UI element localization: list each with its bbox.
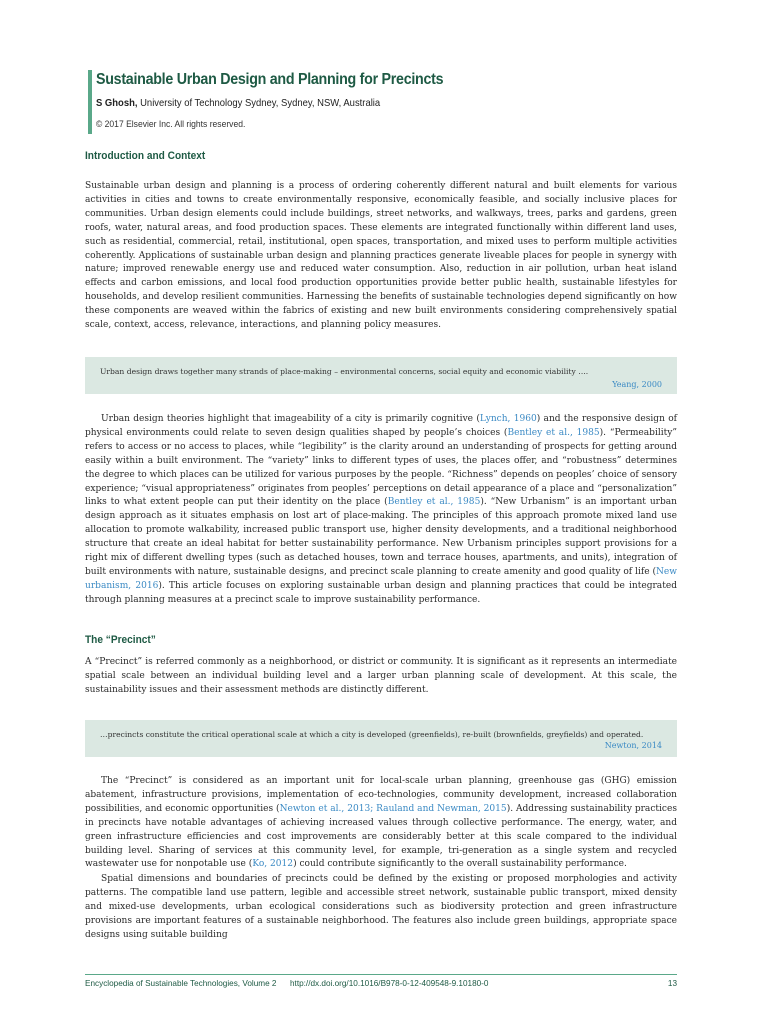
citation-link[interactable]: Bentley et al., 1985 (387, 497, 481, 508)
article-header (88, 70, 696, 134)
footer-book-title: Encyclopedia of Sustainable Technologies, Volume 2 (85, 979, 277, 988)
paragraph-precinct: A “Precinct” is referred commonly as a neighborhood, or district or community. It is significant as it represents an intermediate spatial scale between an individual building level and a larger urban planning scale of development. At this scale, the sustainability issues and their assessment methods are distinctly different. (85, 657, 677, 695)
pull-quote-yeang (85, 357, 677, 394)
text-run: Urban design theories highlight that imageability of a city is primarily cognitive ( (101, 414, 480, 424)
footer-divider (85, 974, 677, 975)
author-affiliation: University of Technology Sydney, Sydney, NSW, Australia (137, 97, 381, 109)
pull-quote-source: Newton, 2014 (604, 741, 662, 750)
text-run: ) and the responsive design of physical environments could relate to seven design qualities shaped by people’s choices ( (85, 414, 678, 438)
paragraph-ghg (85, 775, 677, 872)
citation-link[interactable]: New urbanism, 2016 (85, 566, 677, 591)
page-number: 13 (667, 979, 677, 988)
citation-link[interactable]: Newton et al., 2013; Rauland and Newman, 2015 (279, 803, 507, 814)
citation-link[interactable]: Lynch, 1960 (479, 414, 537, 424)
text-run: ). “New Urbanism” is an important urban design approach as it situates emphasis on lost art of place-making. The principles of this approach promote mixed land use allocation to promote walkability, increased public transport use, higher density developments, and a traditional neighborhood structure that create an ideal habitat for better sustainability performance. New Urbanism principles support provisions for a right mix of different dwelling types (such as detached houses, town and terrace houses, apartments, and units), integration of built environments with nature, sustainable designs, and precinct scale planning to create amenity and good quality of life ( (85, 497, 677, 577)
author-line (96, 97, 636, 109)
text-run: The “Precinct” is considered as an important unit for local-scale urban planning, greenhouse gas (GHG) emission abatement, infrastructure provisions, implementation of eco-technologies, community development, increased collaboration possibilities, and economic opportunities ( (85, 776, 677, 814)
citation-link[interactable]: Ko, 2012 (252, 859, 294, 870)
section-heading-precinct: The “Precinct” (85, 634, 156, 646)
article-title: Sustainable Urban Design and Planning for Precincts (96, 71, 444, 88)
pull-quote-text: …precincts constitute the critical operational scale at which a city is developed (greenfields), re-built (brownfields, greyfields) and operated. (100, 730, 644, 739)
citation-link[interactable]: Bentley et al., 1985 (507, 427, 600, 438)
pull-quote-source: Yeang, 2000 (612, 380, 662, 389)
text-run: ). “Permeability” refers to access or no access to places, while “legibility” is the clarity around an understanding of prospects for getting around easily within a built environment. The “variety” links to different types of uses, the places offer, and “robustness” determines the degree to which places can be utilized for various purposes by the people. “Richness” depends on peoples’ choice of sensory experience; “visual appropriateness” originates from peoples’ perceptions on detail appearance of a place and “personalization” links to what extent people can put their identity on the place ( (85, 427, 677, 508)
pull-quote-text: Urban design draws together many strands of place-making – environmental concerns, social equity and economic viability …. (100, 367, 589, 376)
text-run: ) could contribute significantly to the overall sustainability performance. (293, 859, 627, 870)
paragraph-design-theories (85, 413, 677, 608)
paragraph-introduction: Sustainable urban design and planning is a process of ordering coherently different natural and built elements for various activities in cities and towns to create environmentally responsive, economically feasible, and socially inclusive places for communities. Urban design elements could include buildings, street networks, and walkways, trees, parks and gardens, green roofs, water, natural areas, and food production spaces. These elements are integrated functionally within different land uses, such as residential, commercial, retail, institutional, open spaces, transportation, and mixed uses to perform multiple activities coherently. Applications of sustainable urban design and planning practices generate liveable places for people in synergy with nature; improved renewable energy use and reduced water consumption. Also, reduction in air pollution, urban heat island effects and carbon emissions, and local food production opportunities provide better public health, sustainable lifestyles for households, and develop resilient communities. Harnessing the benefits of sustainable technologies depend significantly on how these components are weaved within the fabrics of existing and new built environments considering comprehensively spatial scale, context, access, relevance, interactions, and planning policy measures. (85, 181, 677, 331)
text-run: ). This article focuses on exploring sustainable urban design and planning practices that could be integrated through planning measures at a precinct scale to improve sustainability performance. (85, 580, 677, 605)
author-name: S Ghosh, (96, 97, 138, 109)
footer-doi-link[interactable]: http://dx.doi.org/10.1016/B978-0-12-409548-9.10180-0 (290, 979, 489, 988)
paragraph-spatial-dimensions: Spatial dimensions and boundaries of precincts could be defined by the existing or proposed morphologies and activity patterns. The compatible land use pattern, legible and accessible street network, sustainable public transport, mixed density and mixed-use developments, urban ecological considerations such as biodiversity protection and green infrastructure provisions are important features of a sustainable neighborhood. The features also include green buildings, appropriate space designs using suitable building (85, 874, 677, 940)
section-heading-introduction: Introduction and Context (85, 150, 206, 162)
text-run: ). Addressing sustainability practices in precincts have notable advantages of achieving increased values through collective performance. The energy, water, and green infrastructure efficiencies and cost improvements are considerably better at this scale compared to the individual building level. Sharing of services at this community level, for example, tri-generation as a single system and recycled wastewater use for nonpotable use ( (85, 803, 677, 870)
page-footer (85, 979, 677, 991)
pull-quote-newton (85, 720, 677, 757)
copyright-notice: © 2017 Elsevier Inc. All rights reserved. (96, 119, 246, 130)
